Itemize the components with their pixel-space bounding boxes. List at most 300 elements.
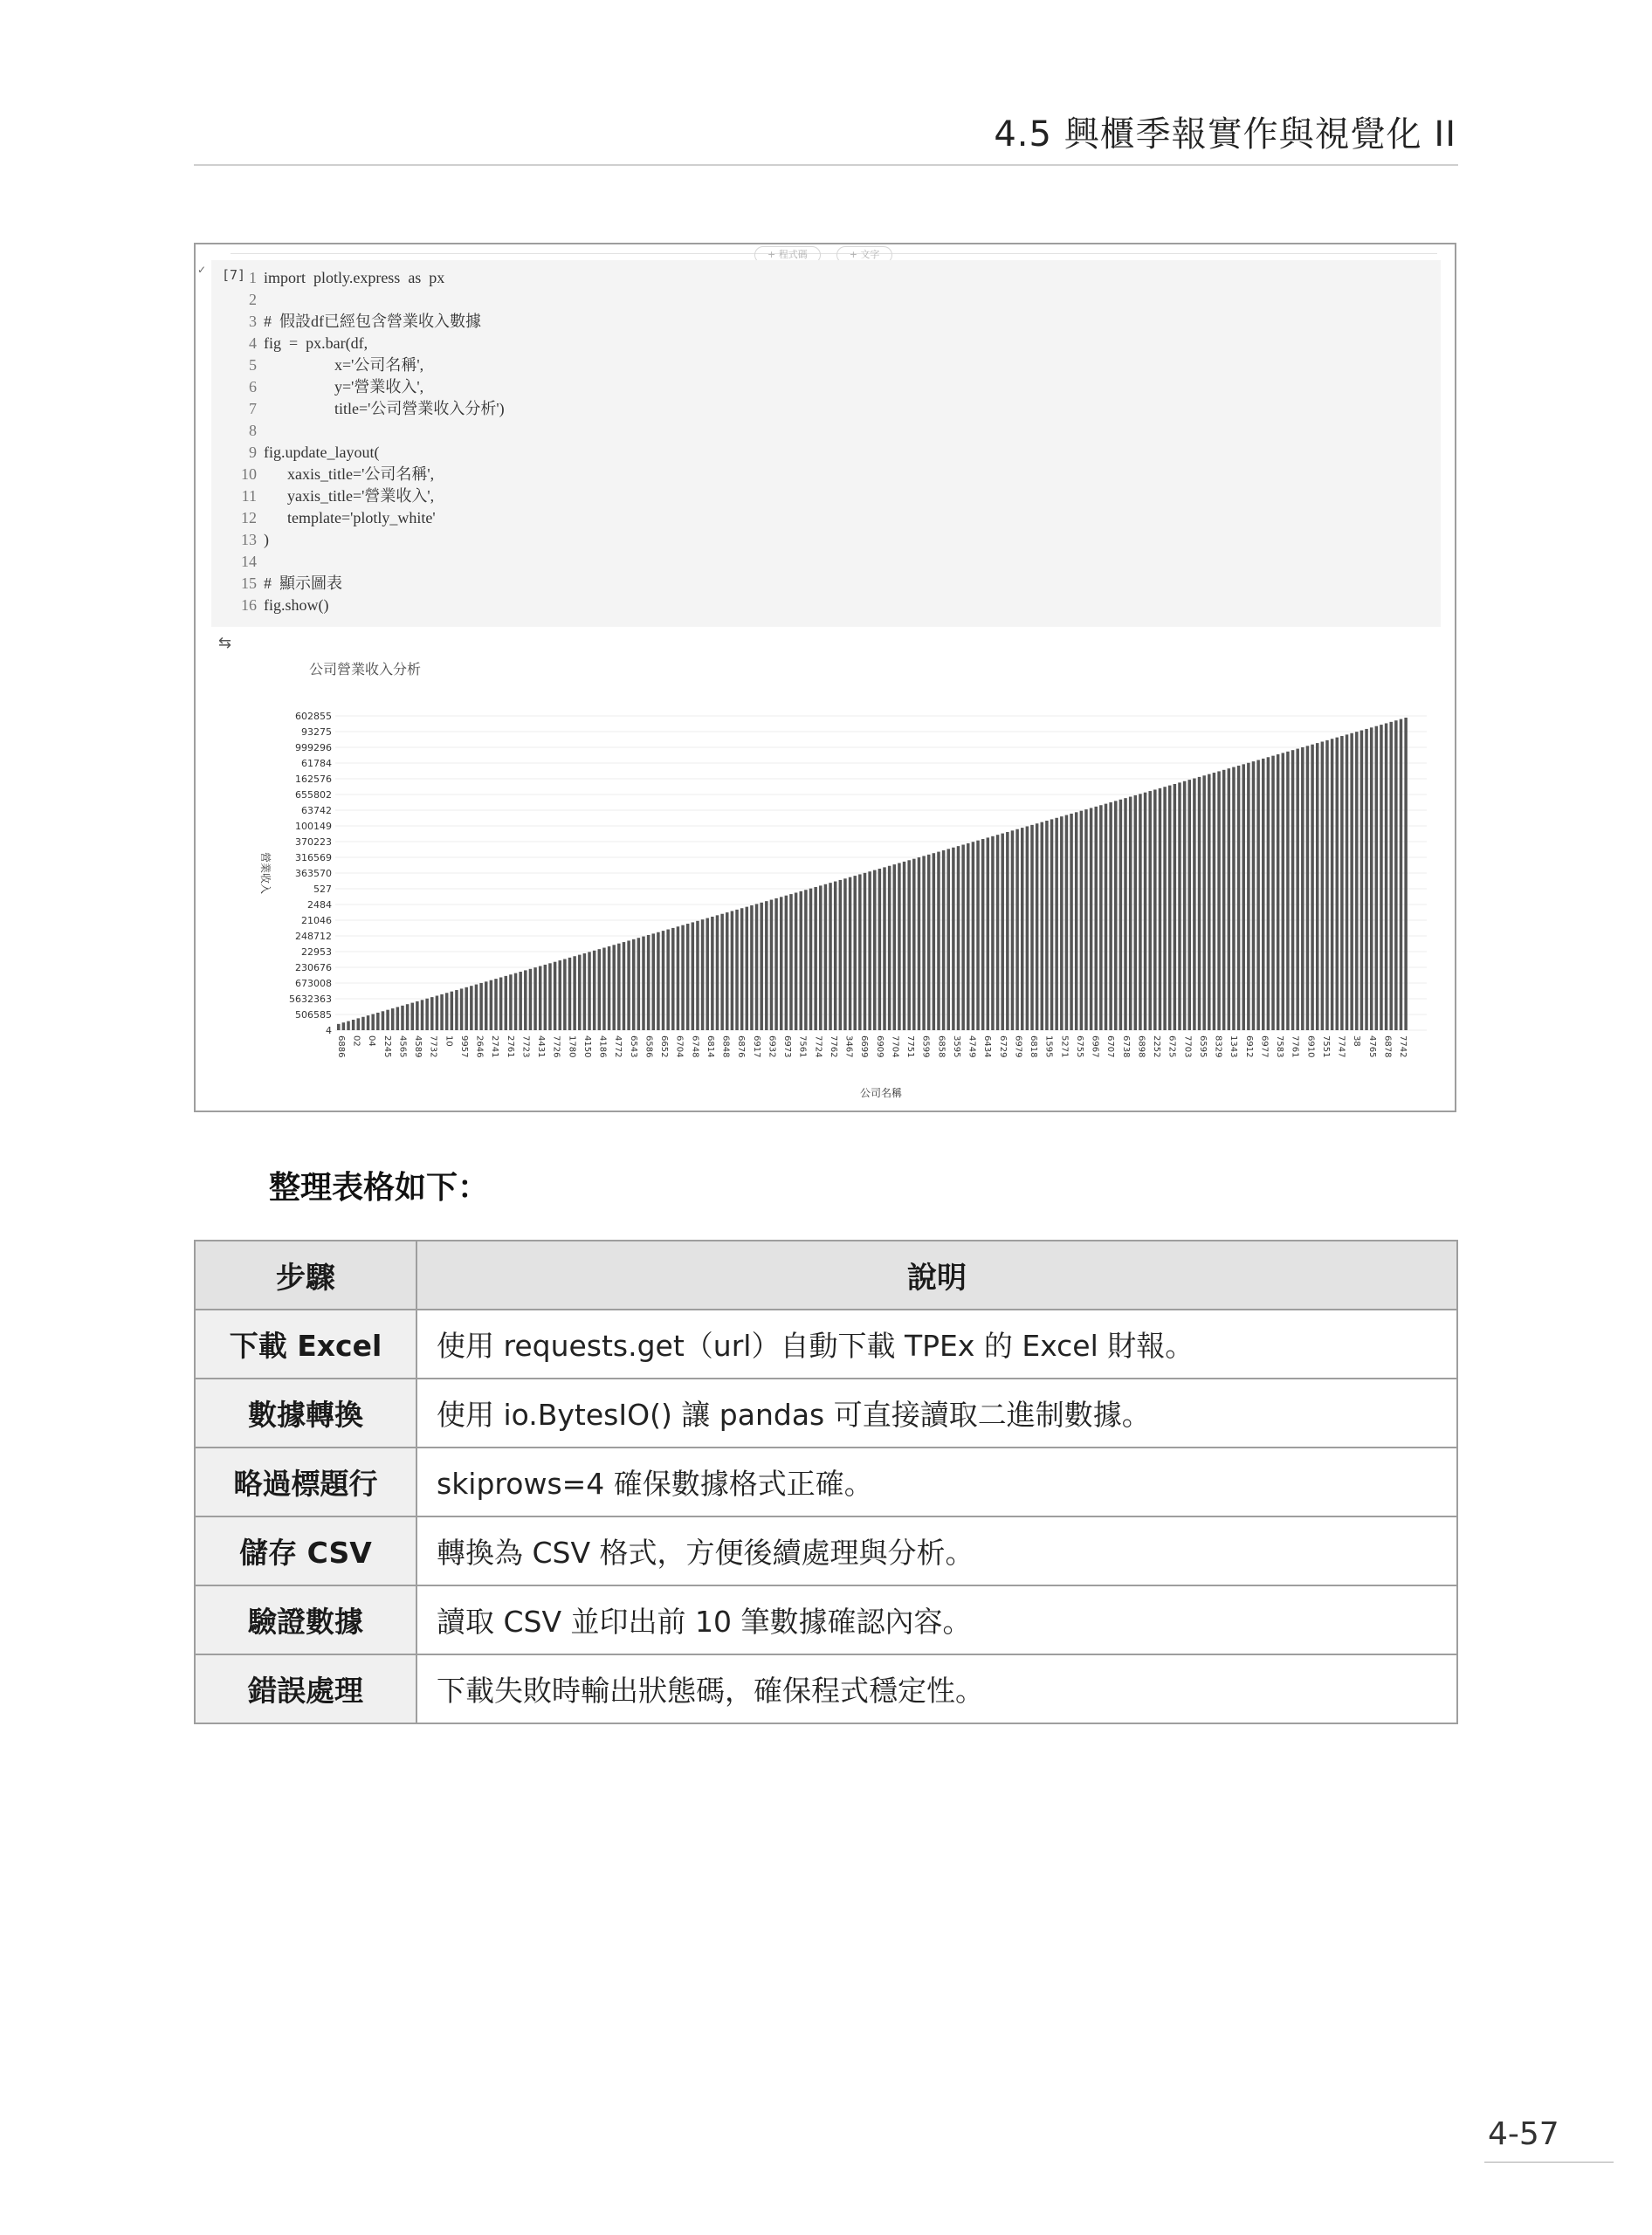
bar bbox=[1006, 832, 1008, 1030]
bar bbox=[544, 965, 547, 1030]
bar bbox=[1094, 807, 1097, 1030]
x-tick-label: 6586 bbox=[644, 1035, 654, 1058]
bar bbox=[1394, 720, 1397, 1030]
bar bbox=[1247, 763, 1249, 1030]
bar bbox=[834, 882, 836, 1030]
y-tick-label: 4 bbox=[326, 1025, 332, 1036]
y-tick-label: 21046 bbox=[301, 915, 332, 926]
bar bbox=[1346, 734, 1348, 1030]
bar bbox=[1021, 828, 1023, 1030]
chart-title: 公司營業收入分析 bbox=[309, 661, 422, 677]
x-tick-label: 6599 bbox=[920, 1035, 931, 1058]
y-tick-label: 100149 bbox=[295, 821, 332, 832]
x-tick-label: 7583 bbox=[1275, 1035, 1284, 1058]
code-text: # 假設df已經包含營業收入數據 bbox=[264, 313, 481, 330]
x-tick-label: 4186 bbox=[597, 1035, 608, 1058]
bar bbox=[1041, 822, 1043, 1030]
bar bbox=[352, 1020, 354, 1030]
code-line bbox=[231, 311, 505, 333]
code-line bbox=[231, 376, 505, 398]
y-tick-label: 22953 bbox=[301, 946, 332, 958]
bar bbox=[554, 962, 556, 1030]
bar bbox=[1271, 756, 1274, 1030]
add-text-button[interactable]: + 文字 bbox=[836, 246, 893, 264]
x-tick-label: 3595 bbox=[951, 1035, 961, 1058]
bar bbox=[883, 867, 885, 1030]
bar bbox=[1389, 722, 1392, 1030]
y-tick-label: 93275 bbox=[301, 726, 332, 738]
x-tick-label: 6748 bbox=[690, 1035, 700, 1058]
table-row bbox=[195, 1654, 1457, 1723]
bar bbox=[1099, 805, 1102, 1030]
step-cell: 略過標題行 bbox=[195, 1448, 416, 1516]
bar bbox=[1331, 739, 1333, 1030]
y-tick-label: 370223 bbox=[295, 836, 332, 848]
bar bbox=[706, 918, 708, 1030]
bar bbox=[460, 988, 463, 1030]
bar bbox=[617, 944, 620, 1030]
bar bbox=[987, 837, 989, 1030]
bar bbox=[494, 979, 497, 1030]
bar bbox=[1325, 740, 1328, 1030]
x-tick-label: 8329 bbox=[1213, 1035, 1223, 1058]
x-tick-label: 02 bbox=[351, 1035, 361, 1047]
bar bbox=[1015, 829, 1018, 1030]
code-line bbox=[231, 573, 505, 595]
x-tick-label: 6910 bbox=[1305, 1035, 1316, 1058]
bar bbox=[770, 900, 773, 1030]
y-tick-label: 527 bbox=[313, 884, 332, 895]
bar bbox=[1228, 768, 1230, 1030]
bar bbox=[1336, 738, 1339, 1030]
bar bbox=[357, 1018, 360, 1030]
bar bbox=[485, 981, 487, 1030]
code-text: # 顯示圖表 bbox=[264, 574, 342, 592]
bar bbox=[893, 864, 896, 1030]
bar bbox=[583, 953, 586, 1030]
bar bbox=[912, 859, 915, 1030]
x-tick-label: 6707 bbox=[1105, 1035, 1116, 1058]
bar bbox=[1050, 819, 1053, 1030]
bar bbox=[1222, 770, 1225, 1030]
bar bbox=[627, 940, 630, 1030]
x-tick-label: 6814 bbox=[706, 1035, 715, 1058]
x-tick-label: 3467 bbox=[843, 1035, 854, 1058]
line-number: 11 bbox=[241, 487, 257, 505]
bar bbox=[785, 896, 788, 1030]
bar bbox=[1105, 804, 1107, 1030]
line-number: 9 bbox=[249, 444, 257, 461]
code-text: fig = px.bar(df, bbox=[264, 334, 368, 352]
x-tick-label: 6652 bbox=[659, 1035, 670, 1058]
y-tick-label: 506585 bbox=[295, 1009, 332, 1021]
code-line bbox=[231, 529, 505, 551]
bar bbox=[888, 866, 891, 1030]
bar bbox=[819, 885, 822, 1030]
bar bbox=[701, 919, 704, 1030]
x-tick-label: 9957 bbox=[459, 1035, 469, 1058]
bar bbox=[711, 917, 713, 1030]
x-tick-label: 6848 bbox=[720, 1035, 731, 1058]
bar bbox=[490, 980, 492, 1030]
bar bbox=[671, 928, 674, 1030]
bar bbox=[411, 1003, 414, 1030]
bar bbox=[1188, 780, 1191, 1030]
bar bbox=[740, 908, 743, 1030]
steps-table bbox=[194, 1240, 1458, 1724]
bar bbox=[465, 987, 467, 1030]
code-line bbox=[231, 267, 505, 289]
bar bbox=[509, 974, 512, 1030]
bar bbox=[1213, 773, 1215, 1030]
bar bbox=[839, 880, 842, 1030]
bar bbox=[1114, 801, 1117, 1030]
step-cell: 驗證數據 bbox=[195, 1585, 416, 1654]
bar bbox=[735, 910, 738, 1030]
x-tick-label: 6973 bbox=[782, 1035, 793, 1058]
bar bbox=[1252, 761, 1255, 1030]
bar bbox=[1385, 723, 1387, 1030]
x-tick-label: 6729 bbox=[997, 1035, 1008, 1058]
bar bbox=[750, 905, 753, 1030]
bar bbox=[686, 924, 689, 1030]
bar bbox=[519, 972, 521, 1030]
bar bbox=[666, 930, 669, 1030]
x-tick-label: 7726 bbox=[551, 1035, 561, 1058]
bar bbox=[1090, 808, 1092, 1030]
code-line bbox=[231, 595, 505, 616]
bar bbox=[800, 891, 802, 1030]
bar bbox=[1350, 733, 1353, 1030]
bar bbox=[612, 945, 615, 1030]
bar bbox=[436, 996, 438, 1031]
x-tick-label: 6858 bbox=[936, 1035, 946, 1058]
line-number: 10 bbox=[241, 465, 257, 483]
bar bbox=[558, 960, 561, 1030]
bar bbox=[780, 897, 782, 1030]
code-block bbox=[231, 267, 505, 616]
line-number: 13 bbox=[241, 531, 257, 548]
bar bbox=[1404, 718, 1407, 1030]
x-tick-label: 6818 bbox=[1029, 1035, 1038, 1058]
code-line bbox=[231, 398, 505, 420]
bar bbox=[662, 931, 664, 1030]
bar bbox=[853, 876, 856, 1030]
code-text: xaxis_title='公司名稱', bbox=[264, 465, 435, 483]
code-text: template='plotly_white' bbox=[264, 509, 436, 526]
x-tick-label: 1343 bbox=[1229, 1035, 1239, 1058]
x-tick-label: 10 bbox=[444, 1035, 454, 1047]
x-tick-label: 38 bbox=[1352, 1035, 1362, 1047]
bar bbox=[1183, 781, 1186, 1030]
bar bbox=[1001, 834, 1003, 1030]
x-tick-label: 2741 bbox=[490, 1035, 500, 1058]
bar bbox=[774, 898, 777, 1030]
x-tick-label: 4749 bbox=[967, 1035, 977, 1058]
x-tick-label: 4765 bbox=[1366, 1035, 1377, 1058]
line-number: 2 bbox=[249, 291, 257, 308]
x-tick-label: 7723 bbox=[520, 1035, 531, 1058]
x-tick-label: 2252 bbox=[1152, 1035, 1161, 1058]
bar bbox=[1084, 809, 1087, 1030]
x-tick-label: 7747 bbox=[1336, 1035, 1346, 1058]
x-tick-label: 6909 bbox=[874, 1035, 885, 1058]
bar bbox=[529, 969, 532, 1030]
bar bbox=[1296, 749, 1298, 1030]
bar bbox=[1193, 779, 1195, 1030]
bar bbox=[981, 839, 984, 1030]
code-line bbox=[231, 289, 505, 311]
bar bbox=[642, 937, 644, 1030]
bar bbox=[933, 853, 935, 1030]
code-text: fig.update_layout( bbox=[264, 444, 380, 461]
bar bbox=[1365, 729, 1367, 1030]
line-number: 15 bbox=[241, 574, 257, 592]
bar bbox=[903, 862, 905, 1030]
x-tick-label: 6543 bbox=[628, 1035, 638, 1058]
step-cell: 下載 Excel bbox=[195, 1310, 416, 1379]
code-text: title='公司營業收入分析') bbox=[264, 400, 505, 417]
bar bbox=[765, 901, 767, 1030]
bar bbox=[692, 922, 694, 1030]
bar bbox=[1070, 814, 1072, 1030]
x-tick-label: 6738 bbox=[1120, 1035, 1131, 1058]
bar bbox=[391, 1008, 394, 1030]
bar bbox=[927, 855, 930, 1030]
bar bbox=[1129, 797, 1132, 1030]
header-description: 說明 bbox=[416, 1241, 1457, 1310]
x-tick-label: 7751 bbox=[905, 1035, 916, 1058]
bar bbox=[1026, 826, 1029, 1030]
bar bbox=[514, 973, 517, 1030]
bar bbox=[720, 914, 723, 1030]
bar bbox=[864, 873, 866, 1030]
x-tick-label: 7742 bbox=[1398, 1035, 1408, 1058]
bar bbox=[878, 869, 881, 1030]
y-tick-label: 316569 bbox=[295, 852, 332, 863]
bar bbox=[1148, 791, 1151, 1030]
bar bbox=[376, 1013, 379, 1030]
code-text: ) bbox=[264, 531, 269, 548]
x-tick-label: 1780 bbox=[567, 1035, 577, 1058]
bar bbox=[1277, 754, 1279, 1030]
x-tick-label: 7732 bbox=[428, 1035, 438, 1058]
x-tick-label: 6979 bbox=[1013, 1035, 1023, 1058]
y-tick-label: 673008 bbox=[295, 978, 332, 989]
x-tick-label: 6886 bbox=[336, 1035, 346, 1058]
x-tick-label: 6704 bbox=[674, 1035, 685, 1058]
bar bbox=[1055, 818, 1057, 1030]
bar bbox=[1065, 815, 1068, 1030]
bar bbox=[563, 959, 566, 1030]
bar bbox=[371, 1014, 374, 1030]
bar bbox=[608, 946, 610, 1030]
bar bbox=[578, 955, 581, 1030]
bar bbox=[681, 925, 684, 1030]
x-tick-label: 2646 bbox=[474, 1035, 485, 1058]
table-row bbox=[195, 1585, 1457, 1654]
bar bbox=[342, 1022, 345, 1030]
code-line bbox=[231, 464, 505, 485]
description-cell: 讀取 CSV 並印出前 10 筆數據確認內容。 bbox=[416, 1585, 1457, 1654]
step-cell: 錯誤處理 bbox=[195, 1654, 416, 1723]
line-number: 5 bbox=[249, 356, 257, 374]
code-text: x='公司名稱', bbox=[264, 356, 424, 374]
line-number: 6 bbox=[249, 378, 257, 395]
bar bbox=[425, 999, 428, 1030]
bar bbox=[755, 904, 758, 1030]
y-tick-label: 602855 bbox=[295, 711, 332, 722]
bar bbox=[347, 1021, 349, 1030]
y-tick-label: 63742 bbox=[301, 805, 332, 816]
bar bbox=[1202, 775, 1205, 1030]
bar bbox=[1134, 795, 1137, 1030]
y-axis-label: 營業收入 bbox=[259, 851, 272, 895]
y-tick-label: 61784 bbox=[301, 758, 332, 769]
bar bbox=[1080, 811, 1083, 1030]
step-cell: 數據轉換 bbox=[195, 1379, 416, 1448]
bar bbox=[386, 1010, 389, 1030]
x-tick-label: 7551 bbox=[1320, 1035, 1331, 1058]
chapter-header-title: 4.5 興櫃季報實作與視覺化 II bbox=[994, 114, 1456, 155]
bar bbox=[849, 877, 851, 1030]
x-tick-label: 7703 bbox=[1182, 1035, 1193, 1058]
bar bbox=[1321, 741, 1324, 1030]
bar bbox=[809, 889, 812, 1030]
bar bbox=[1217, 771, 1220, 1030]
bar bbox=[1237, 766, 1240, 1030]
bar bbox=[598, 949, 601, 1030]
bar bbox=[623, 942, 625, 1030]
code-text: yaxis_title='營業收入', bbox=[264, 487, 435, 505]
bar bbox=[657, 932, 659, 1030]
bar bbox=[961, 845, 964, 1030]
bar bbox=[1144, 793, 1146, 1030]
bar bbox=[568, 958, 571, 1030]
bar bbox=[1232, 767, 1235, 1030]
bar bbox=[451, 992, 453, 1030]
bar bbox=[406, 1004, 409, 1030]
line-number: 3 bbox=[249, 313, 257, 330]
code-text: fig.show() bbox=[264, 596, 329, 614]
x-tick-label: 7724 bbox=[813, 1035, 823, 1058]
bar bbox=[746, 907, 748, 1030]
bar bbox=[416, 1001, 418, 1030]
bar bbox=[588, 952, 590, 1030]
x-tick-label: 6912 bbox=[1243, 1035, 1254, 1058]
bar bbox=[991, 836, 994, 1030]
page-number: 4-57 bbox=[1488, 2116, 1559, 2152]
bar bbox=[898, 863, 900, 1030]
line-number: 12 bbox=[241, 509, 257, 526]
bar bbox=[1011, 830, 1014, 1030]
bar bbox=[1375, 726, 1378, 1030]
code-text: y='營業收入', bbox=[264, 378, 424, 395]
description-cell: 轉換為 CSV 格式，方便後續處理與分析。 bbox=[416, 1516, 1457, 1585]
bar bbox=[726, 912, 728, 1030]
bar bbox=[1311, 745, 1313, 1030]
bar bbox=[533, 967, 536, 1030]
bar bbox=[1380, 725, 1382, 1030]
bar bbox=[760, 903, 762, 1030]
bar bbox=[647, 935, 650, 1030]
bar bbox=[937, 852, 940, 1030]
bar bbox=[445, 993, 448, 1030]
bar bbox=[475, 985, 478, 1030]
x-tick-label: 6977 bbox=[1259, 1035, 1270, 1058]
bar bbox=[918, 857, 920, 1030]
header-rule bbox=[194, 164, 1458, 166]
y-tick-label: 230676 bbox=[295, 962, 332, 973]
bar bbox=[1139, 794, 1141, 1030]
bar bbox=[696, 921, 699, 1030]
x-tick-label: 6755 bbox=[1074, 1035, 1084, 1058]
table-row bbox=[195, 1516, 1457, 1585]
run-check-icon[interactable]: ✓ bbox=[197, 264, 207, 276]
x-tick-label: 4565 bbox=[397, 1035, 408, 1058]
bar bbox=[952, 848, 954, 1030]
x-tick-label: 6932 bbox=[767, 1035, 777, 1058]
bar bbox=[602, 948, 605, 1030]
bar bbox=[957, 846, 960, 1030]
bar bbox=[382, 1011, 384, 1030]
bar bbox=[1060, 816, 1063, 1030]
bar bbox=[421, 1000, 423, 1030]
bar bbox=[524, 970, 527, 1030]
line-number: 16 bbox=[241, 596, 257, 614]
bar bbox=[1242, 764, 1244, 1030]
bar bbox=[1119, 800, 1122, 1030]
bar bbox=[795, 892, 797, 1030]
bar bbox=[1400, 719, 1402, 1030]
x-tick-label: 4431 bbox=[536, 1035, 547, 1058]
bar bbox=[868, 871, 871, 1030]
table-row bbox=[195, 1448, 1457, 1516]
bar bbox=[1178, 782, 1180, 1030]
table-row bbox=[195, 1310, 1457, 1379]
x-tick-label: 6699 bbox=[859, 1035, 870, 1058]
bar bbox=[440, 994, 443, 1030]
y-tick-label: 655802 bbox=[295, 789, 332, 801]
execution-count: [7] bbox=[222, 267, 246, 283]
bar bbox=[1316, 743, 1318, 1030]
code-line bbox=[231, 485, 505, 507]
add-code-button[interactable]: + 程式碼 bbox=[754, 246, 821, 264]
bar bbox=[499, 977, 502, 1030]
bar bbox=[942, 850, 945, 1030]
bar bbox=[972, 842, 974, 1030]
y-tick-label: 162576 bbox=[295, 774, 332, 785]
bar bbox=[1355, 732, 1358, 1030]
output-toggle-icon[interactable]: ⇆ bbox=[218, 634, 232, 652]
bar bbox=[361, 1017, 364, 1030]
code-line bbox=[231, 507, 505, 529]
bar bbox=[470, 986, 472, 1030]
bar bbox=[1360, 731, 1363, 1030]
bar bbox=[1198, 777, 1201, 1030]
bar bbox=[455, 990, 458, 1030]
x-tick-label: 6917 bbox=[751, 1035, 761, 1058]
code-text: import plotly.express as px bbox=[264, 269, 445, 286]
bar bbox=[1030, 825, 1033, 1030]
bar bbox=[401, 1006, 403, 1030]
bar bbox=[677, 926, 679, 1030]
bar bbox=[1168, 786, 1171, 1030]
bar bbox=[1109, 802, 1112, 1030]
bar bbox=[824, 884, 827, 1030]
bar bbox=[967, 843, 969, 1030]
y-tick-label: 363570 bbox=[295, 868, 332, 879]
